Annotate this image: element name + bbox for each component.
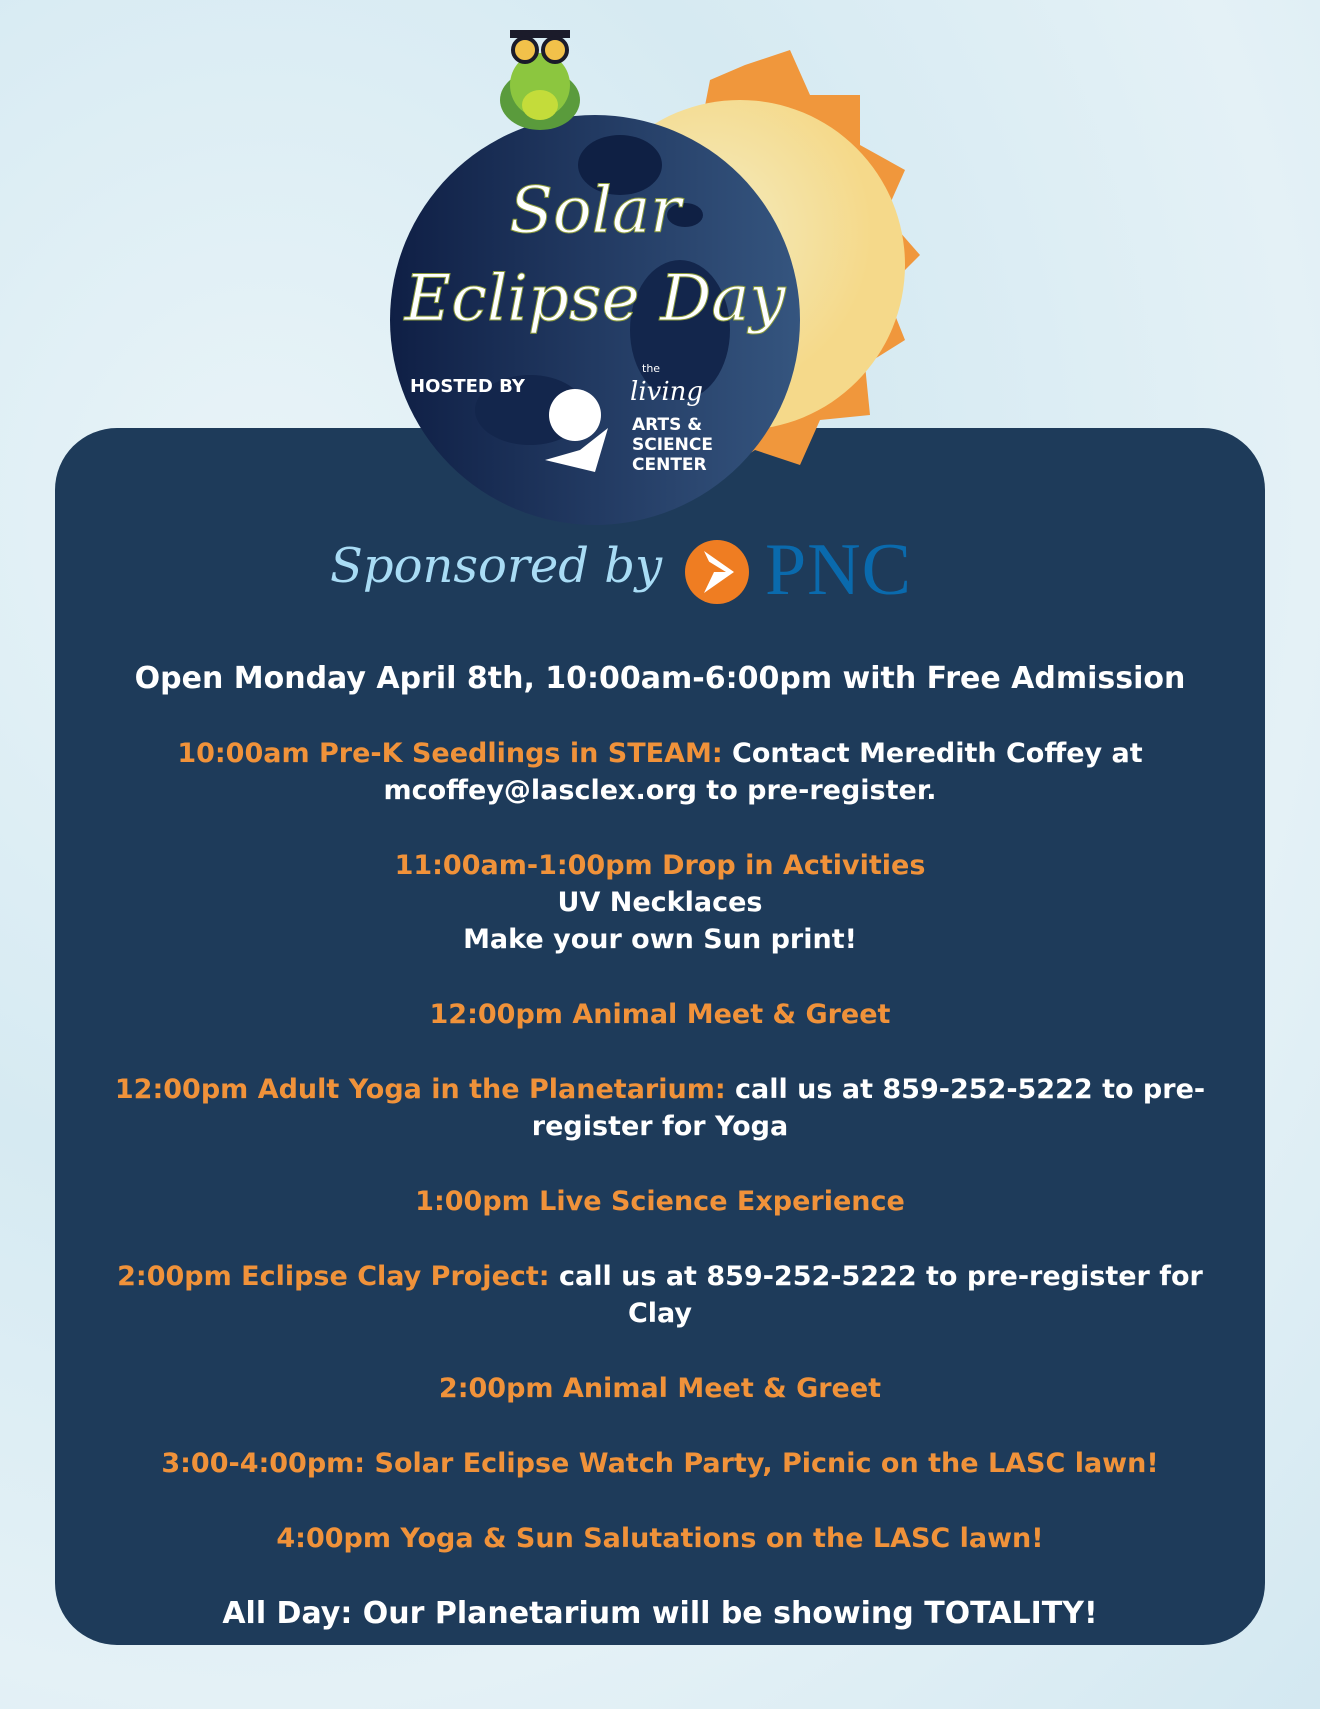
logo-title-line2: Eclipse Day [404, 262, 786, 336]
event-item [100, 735, 1220, 809]
footer-note: All Day: Our Planetarium will be showing TOTALITY! [222, 1596, 1098, 1631]
host-living: living [630, 377, 704, 407]
logo-title-line1: Solar [509, 174, 681, 248]
event-title: 12:00pm Animal Meet & Greet [429, 999, 891, 1030]
pnc-logo-icon [684, 539, 750, 605]
host-the: the [642, 362, 661, 375]
headline: Open Monday April 8th, 10:00am-6:00pm with Free Admission [134, 661, 1186, 696]
sponsored-by-label: Sponsored by [330, 538, 663, 594]
host-name-2: SCIENCE [632, 435, 713, 455]
event-detail: call us at 859-252-5222 to pre-register for Yoga [531, 1074, 1206, 1142]
event-title: 11:00am-1:00pm Drop in Activities [394, 850, 926, 881]
hosted-by-label: HOSTED BY [410, 376, 525, 397]
schedule [100, 660, 1220, 1670]
frog-icon [500, 30, 580, 130]
event-detail: Contact Meredith Coffey at mcoffey@lasclex.org to pre-register. [383, 738, 1143, 806]
host-name-3: CENTER [632, 455, 707, 475]
event-detail: call us at 859-252-5222 to pre-register for Clay [549, 1261, 1203, 1329]
event-title: 2:00pm Eclipse Clay Project: [117, 1261, 550, 1292]
event-title: 4:00pm Yoga & Sun Salutations on the LASC lawn! [276, 1523, 1044, 1554]
event-line: Make your own Sun print! [463, 924, 857, 955]
event-title: 12:00pm Adult Yoga in the Planetarium: [114, 1074, 726, 1105]
pnc-name: PNC [765, 529, 912, 611]
event-item [100, 847, 1220, 958]
event-line: UV Necklaces [557, 887, 763, 918]
event-title: 2:00pm Animal Meet & Greet [438, 1373, 882, 1404]
event-item [100, 1258, 1220, 1332]
sponsor-row [0, 538, 1320, 618]
event-title: 10:00am Pre-K Seedlings in STEAM: [177, 738, 723, 769]
event-title: 3:00-4:00pm: Solar Eclipse Watch Party, Picnic on the LASC lawn! [161, 1448, 1159, 1479]
event-item [100, 1071, 1220, 1145]
event-title: 1:00pm Live Science Experience [415, 1186, 905, 1217]
event-logo [380, 20, 960, 530]
host-name-1: ARTS & [632, 415, 703, 435]
